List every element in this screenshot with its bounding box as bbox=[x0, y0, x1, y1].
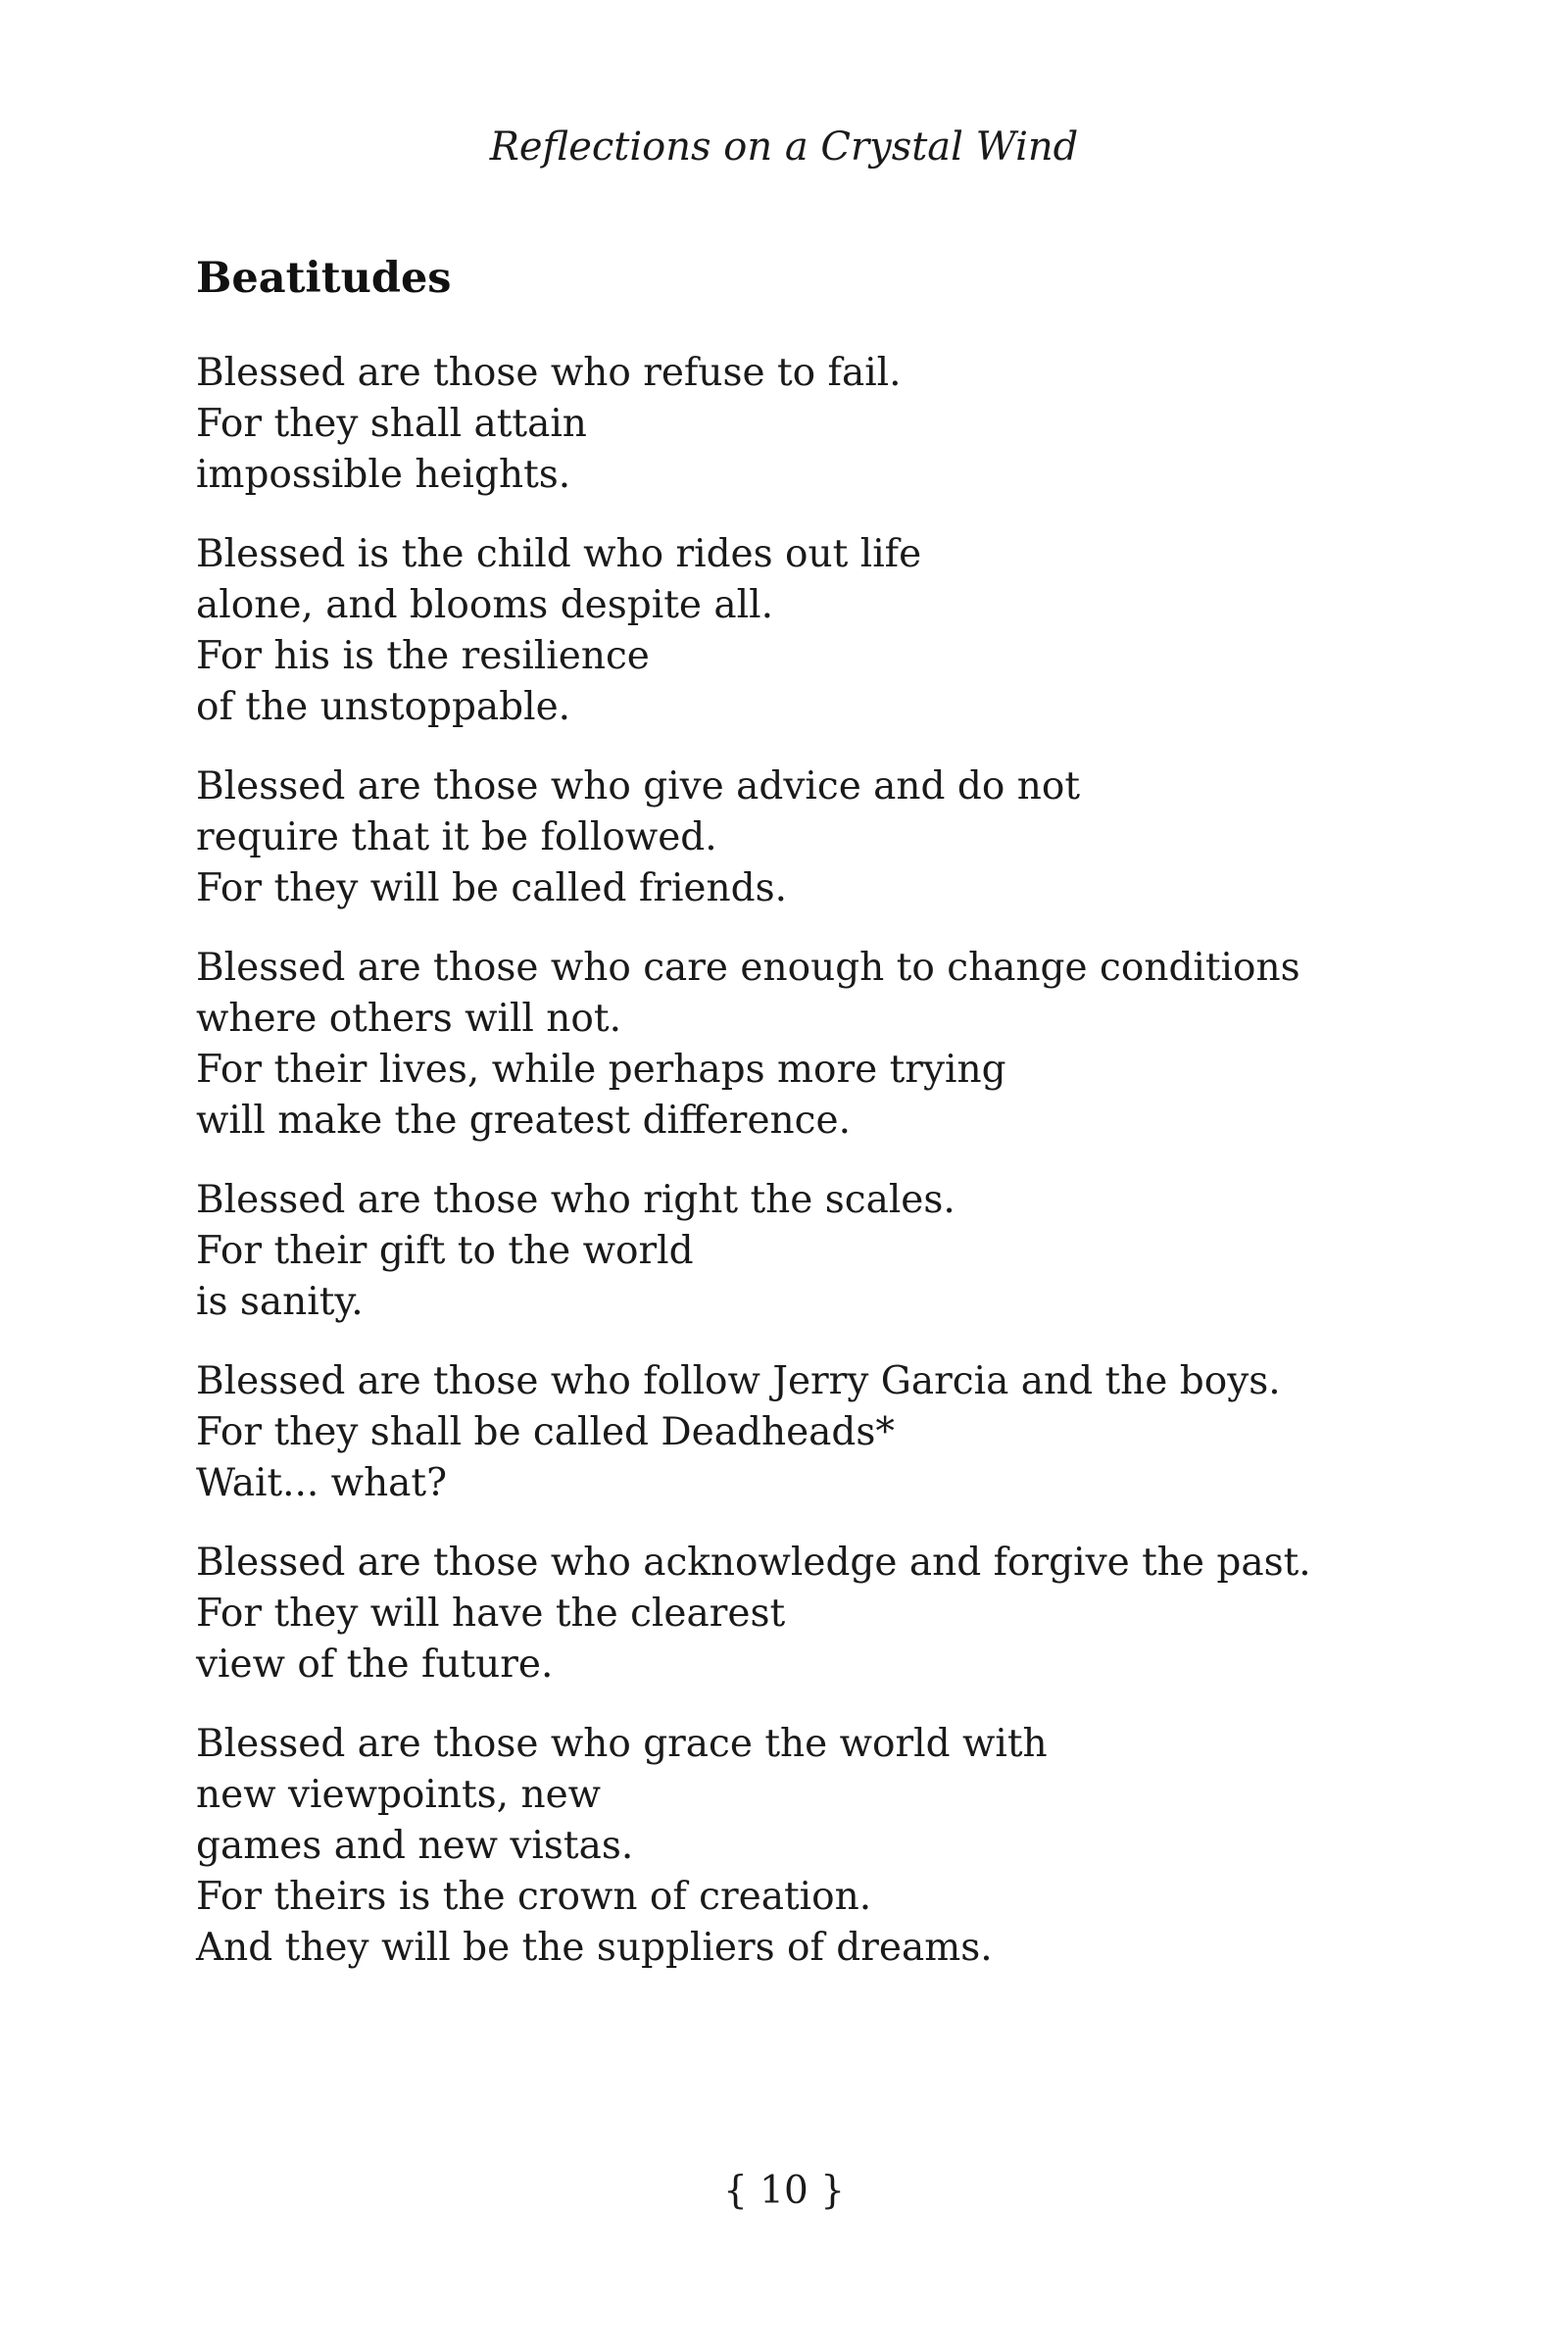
poem-line: require that it be followed. bbox=[196, 815, 717, 859]
poem-line: will make the greatest difference. bbox=[196, 1099, 851, 1143]
poem-line: Blessed are those who right the scales. bbox=[196, 1178, 956, 1222]
poem-line: alone, and blooms despite all. bbox=[196, 583, 773, 627]
stanza bbox=[196, 1538, 1421, 1690]
poem-line: Blessed are those who follow Jerry Garcia and the boys. bbox=[196, 1359, 1281, 1403]
poem-body bbox=[196, 348, 1421, 2002]
poem-line: For they shall be called Deadheads* bbox=[196, 1410, 895, 1454]
stanza bbox=[196, 761, 1421, 914]
poem-title: Beatitudes bbox=[196, 254, 452, 303]
poem-line: For they will be called friends. bbox=[196, 866, 787, 910]
poem-line: Blessed are those who give advice and do not bbox=[196, 764, 1081, 808]
poem-line: new viewpoints, new bbox=[196, 1773, 602, 1817]
poem-line: For their lives, while perhaps more trying bbox=[196, 1048, 1006, 1092]
stanza bbox=[196, 529, 1421, 733]
poem-line: And they will be the suppliers of dreams. bbox=[196, 1926, 993, 1970]
poem-line: For their gift to the world bbox=[196, 1229, 694, 1273]
poem-line: Blessed are those who grace the world with bbox=[196, 1722, 1048, 1766]
poem-line: Blessed are those who acknowledge and forgive the past. bbox=[196, 1541, 1311, 1585]
poem-line: where others will not. bbox=[196, 997, 621, 1041]
poem-line: impossible heights. bbox=[196, 453, 571, 497]
poem-line: of the unstoppable. bbox=[196, 685, 571, 729]
poem-line: For they will have the clearest bbox=[196, 1592, 786, 1636]
poem-line: games and new vistas. bbox=[196, 1824, 634, 1868]
poem-line: Blessed are those who care enough to change conditions bbox=[196, 946, 1300, 990]
stanza bbox=[196, 1356, 1421, 1509]
poem-line: For theirs is the crown of creation. bbox=[196, 1875, 872, 1919]
stanza bbox=[196, 1175, 1421, 1328]
poem-line: Blessed is the child who rides out life bbox=[196, 532, 922, 576]
poem-line: For they shall attain bbox=[196, 402, 587, 446]
poem-line: Blessed are those who refuse to fail. bbox=[196, 351, 902, 395]
poem-line: Wait... what? bbox=[196, 1461, 448, 1505]
stanza bbox=[196, 1719, 1421, 1974]
poem-line: view of the future. bbox=[196, 1642, 554, 1687]
stanza bbox=[196, 348, 1421, 501]
poem-line: is sanity. bbox=[196, 1280, 364, 1324]
page-number: { 10 } bbox=[722, 2169, 846, 2213]
running-header: Reflections on a Crystal Wind bbox=[489, 124, 1079, 170]
stanza bbox=[196, 943, 1421, 1147]
poem-line: For his is the resilience bbox=[196, 634, 650, 678]
